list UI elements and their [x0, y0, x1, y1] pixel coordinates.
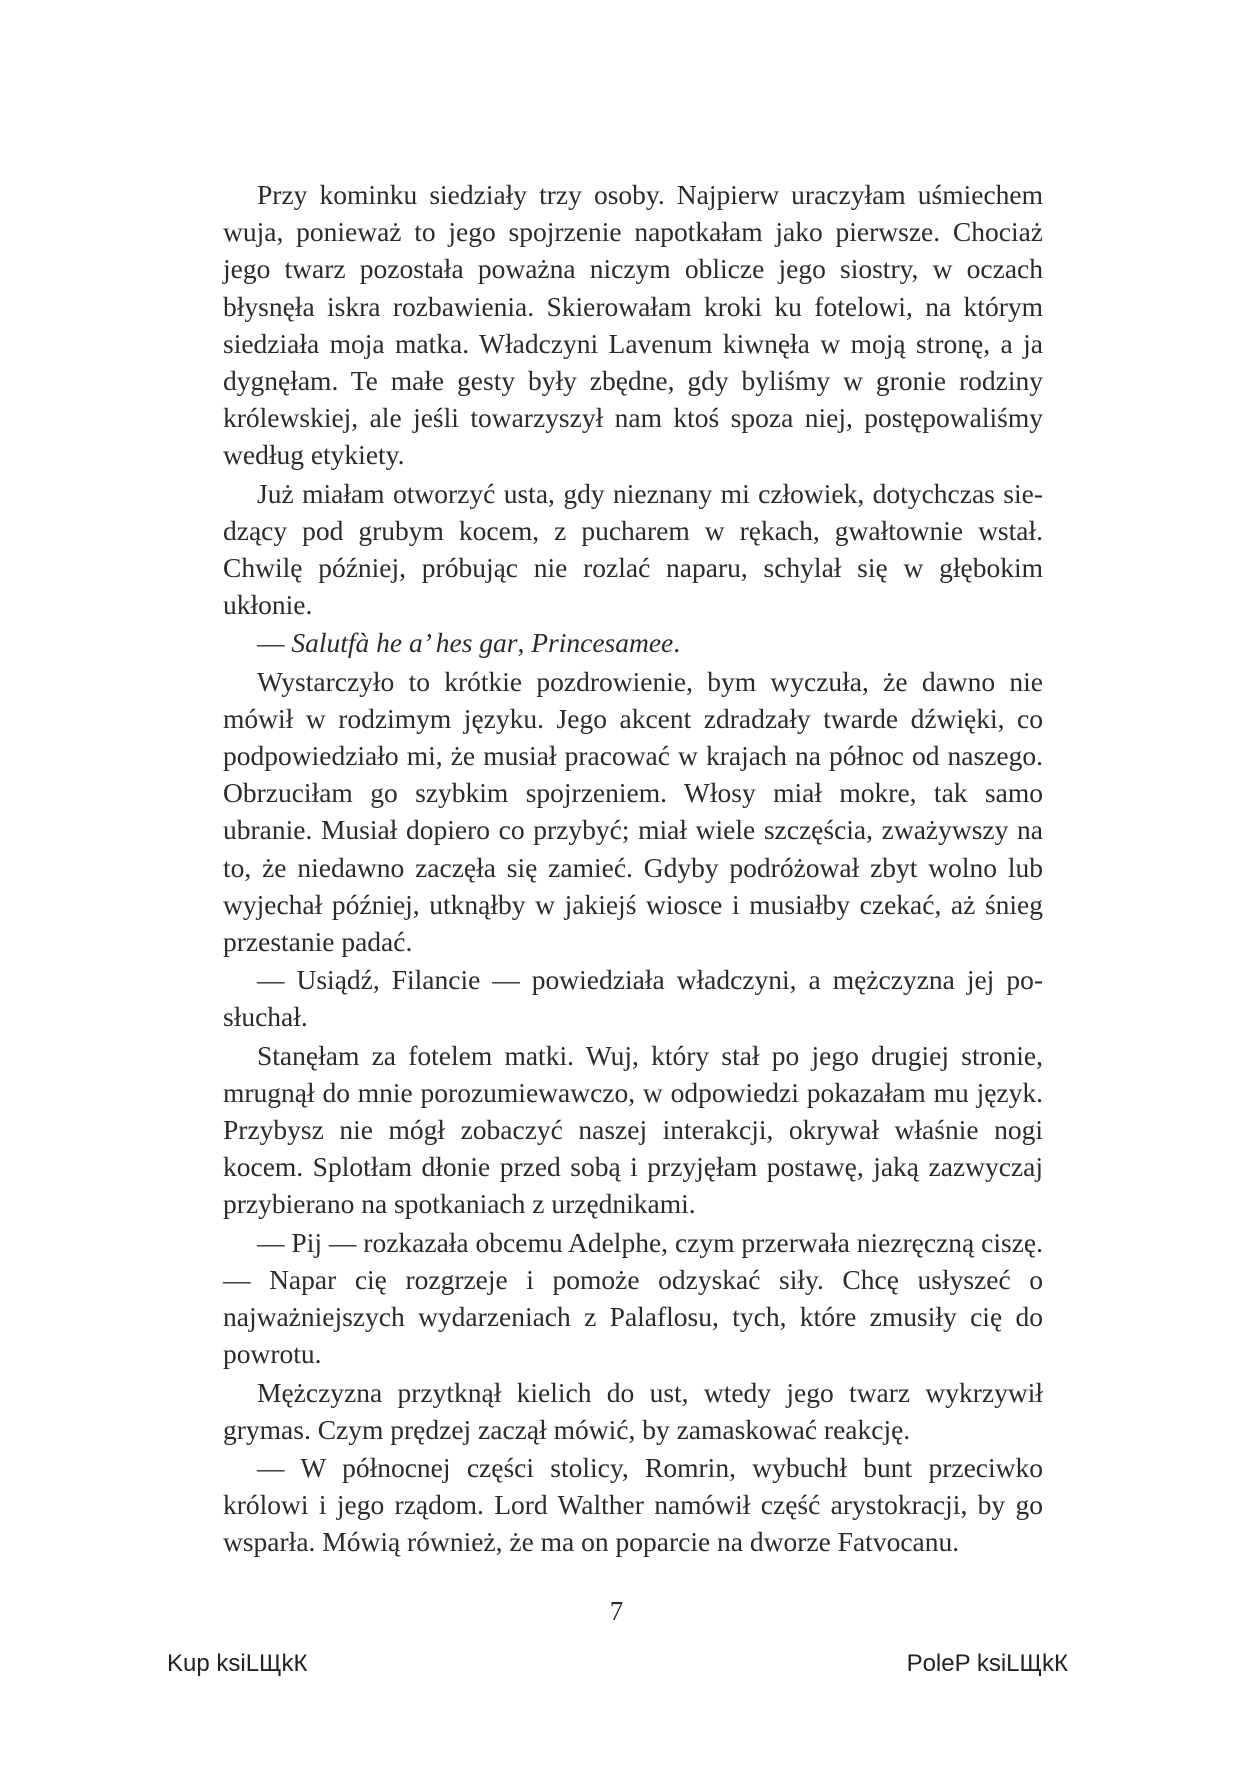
paragraph-5: — Usiądź, Filancie — powiedziała władczyni, a mężczyzna jej posłuchał. — [223, 964, 1043, 1033]
paragraph-1: Przy kominku siedziały trzy osoby. Najpierw uraczyłam uśmiechem wuja, ponieważ to jego spojrzenie napotkałam jako pierwsze. Chociaż jego twarz pozostała poważna niczym oblicze jego siostry, w oczach błysnęła iskra rozbawienia. Skierowałam kroki ku fotelowi, na którym siedziała moja matka. Władczyni Lavenum kiwnęła w moją stronę, a ja dygnęłam. Te małe gesty były zbędne, gdy byliśmy w gronie rodziny królewskiej, ale jeśli towarzyszył nam ktoś spoza niej, postępowaliśmy według etykiety. — [223, 179, 1043, 471]
greeting-italic-1: Salutfà he a’ hes gar — [291, 627, 518, 659]
paragraph-2: Już miałam otworzyć usta, gdy nieznany mi człowiek, dotychczas siedzący pod grubym kocem, z pucharem w rękach, gwałtownie wstał. Chwilę później, próbując nie rozlać naparu, schylał się w głębokim ukłonie. — [223, 477, 1043, 621]
greeting-italic-2: Princesamee — [531, 627, 674, 659]
footer-recommend-book-link[interactable]: PoleP ksiLЩkК — [906, 1650, 1068, 1677]
greeting-period: . — [673, 627, 681, 659]
footer-buy-book-link[interactable]: Kup ksiLЩkК — [167, 1650, 308, 1677]
paragraph-4: Wystarczyło to krótkie pozdrowienie, bym wyczuła, że dawno nie mówił w rodzimym języku. Jego akcent zdradzały twarde dźwięki, co podpowiedziało mi, że musiał pracować w krajach na północ od naszego. Obrzuciłam go szybkim spojrzeniem. Włosy miał mokre, tak samo ubranie. Musiał dopiero co przybyć; miał wiele szczęścia, zważywszy na to, że niedawno zaczęła się zamieć. Gdyby podróżował zbyt wolno lub wyjechał później, utknąłby w jakiejś wiosce i musiałby czekać, aż śnieg przestanie padać. — [223, 665, 1043, 958]
paragraph-3-greeting — [223, 624, 1043, 661]
greeting-comma: , — [517, 627, 532, 659]
paragraph-9: — W północnej części stolicy, Romrin, wybuchł bunt przeciwko królowi i jego rządom. Lord Walther namówił część arystokracji, by go wsparła. Mówią również, że ma on poparcie na dworze Fatvocanu. — [223, 1451, 1043, 1558]
paragraph-6: Stanęłam za fotelem matki. Wuj, który stał po jego drugiej stronie, mrugnął do mnie porozumiewawczo, w odpowiedzi pokazałam mu język. Przybysz nie mógł zobaczyć naszej interakcji, okrywał właśnie nogi kocem. Splotłam dłonie przed sobą i przyjęłam postawę, jaką zazwyczaj przybierano na spotkaniach z urzędnikami. — [223, 1039, 1043, 1220]
page-number: 7 — [609, 1596, 624, 1626]
dialogue-dash: — — [257, 627, 292, 659]
paragraph-8: Mężczyzna przytknął kielich do ust, wtedy jego twarz wykrzywił grymas. Czym prędzej zaczął mówić, by zamaskować reakcję. — [223, 1376, 1043, 1445]
paragraph-7: — Pij — rozkazała obcemu Adelphe, czym przerwała niezręczną ciszę. — Napar cię rozgrzeje i pomoże odzyskać siły. Chcę usłyszeć o najważniejszych wydarzeniach z Palaflosu, tych, które zmusiły cię do powrotu. — [223, 1226, 1043, 1370]
main-text — [223, 176, 1043, 1561]
